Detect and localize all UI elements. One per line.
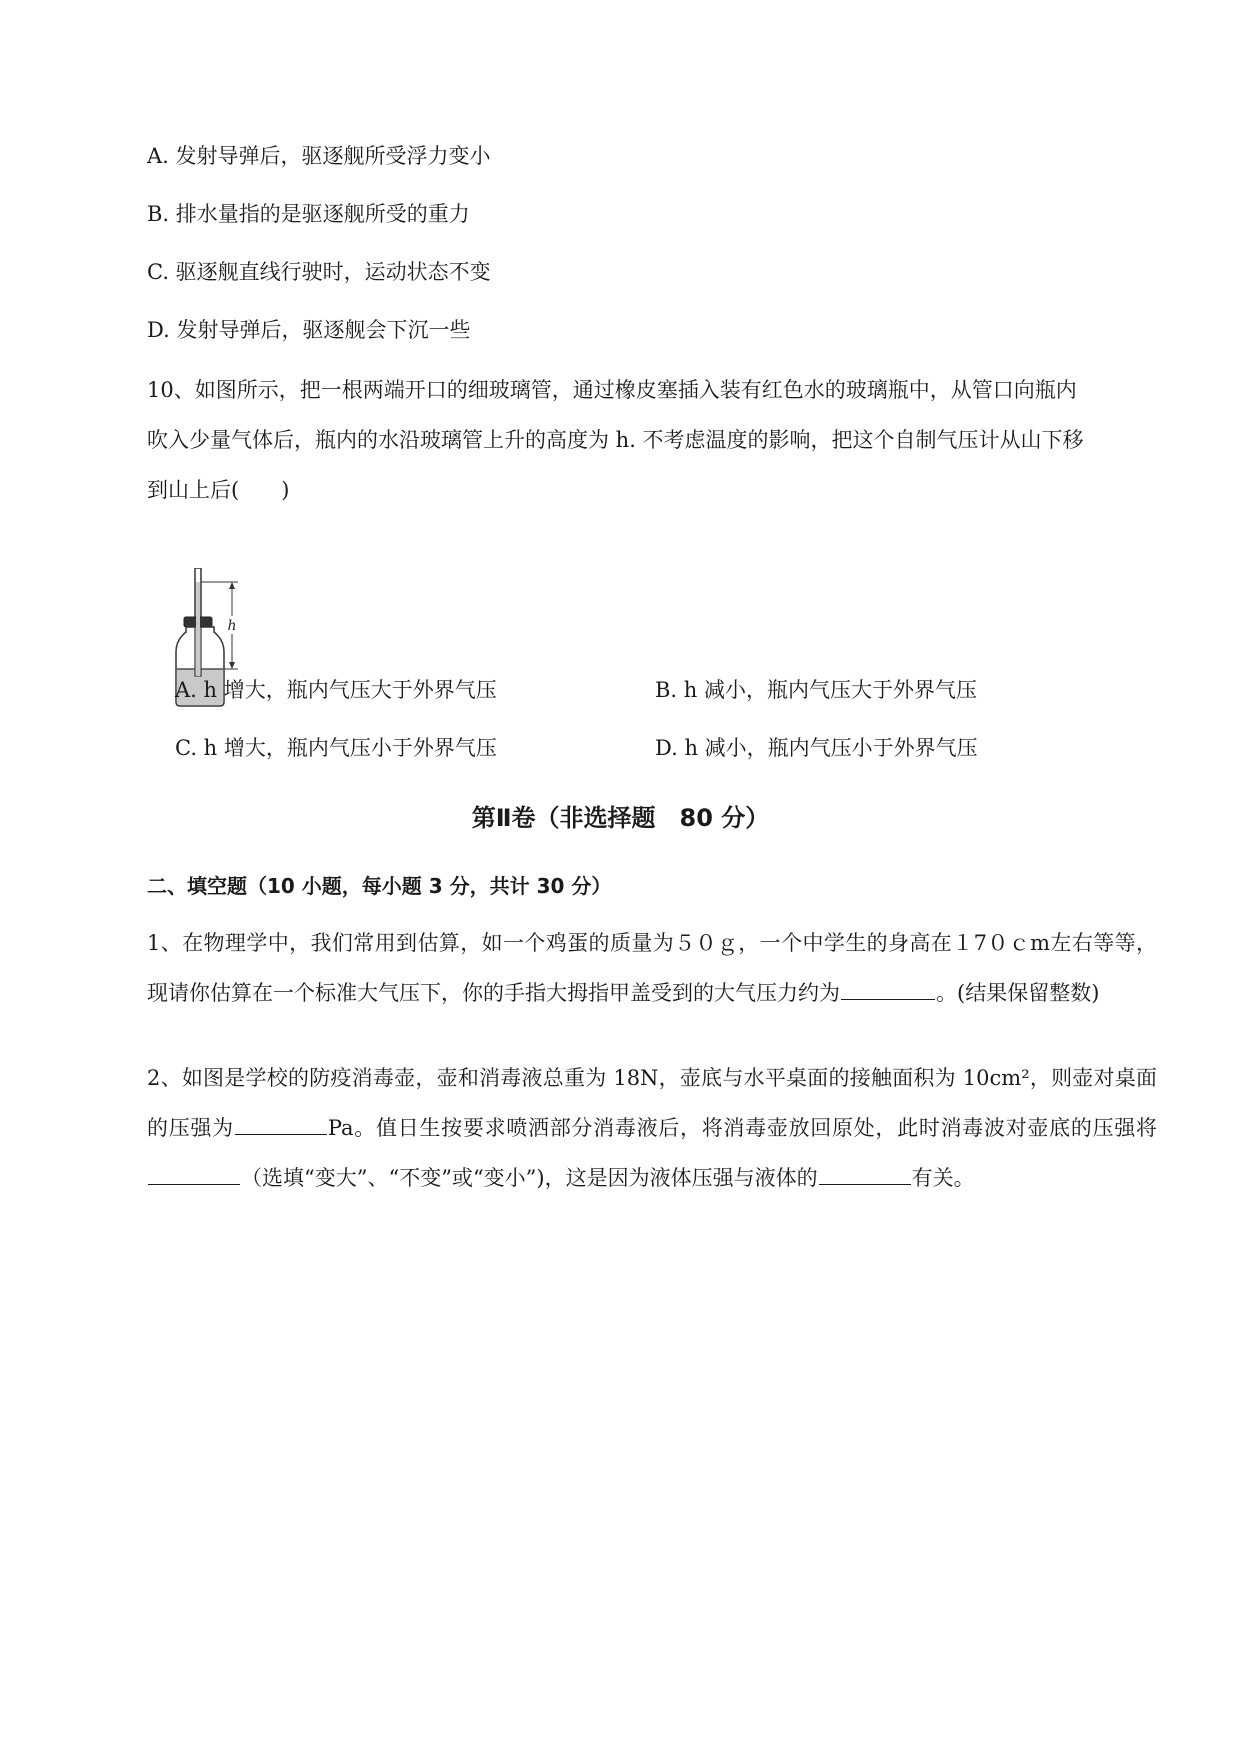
height-arrow-up [229, 582, 235, 589]
answer-blank-pressure[interactable] [235, 1110, 327, 1135]
fill-question-2-text-1: 2、如图是学校的防疫消毒壶，壶和消毒液总重为 18N，壶底与水平桌面的接触面积为 10cm²，则壶对桌面的压强为 [147, 1066, 1157, 1140]
q9-option-a: A. 发射导弹后，驱逐舰所受浮力变小 [147, 144, 491, 168]
q10-option-c: C. h 增大，瓶内气压小于外界气压 [175, 736, 497, 760]
fill-question-2 [147, 1053, 1157, 1203]
q9-option-d: D. 发射导弹后，驱逐舰会下沉一些 [147, 318, 471, 342]
section-subheading: 二、填空题（10 小题，每小题 3 分，共计 30 分） [147, 874, 612, 898]
tube-water-column [196, 582, 200, 676]
q10-option-a: A. h 增大，瓶内气压大于外界气压 [175, 678, 497, 702]
fill-question-2-text-3: （选填“变大”、“不变”或“变小”)，这是因为液体压强与液体的 [241, 1166, 818, 1190]
q10-option-b: B. h 减小，瓶内气压大于外界气压 [655, 678, 977, 702]
fill-question-1-tail: 。(结果保留整数) [936, 981, 1100, 1005]
q10-stem-line-2: 吹入少量气体后，瓶内的水沿玻璃管上升的高度为 h. 不考虑温度的影响，把这个自制气压计从山下移 [147, 428, 1084, 452]
answer-blank-change[interactable] [148, 1160, 240, 1185]
section-title: 第Ⅱ卷（非选择题 80 分） [471, 804, 770, 832]
fill-question-1 [147, 918, 1157, 1018]
q10-stem-line-3: 到山上后( ) [147, 478, 290, 502]
q10-stem-line-1: 10、如图所示，把一根两端开口的细玻璃管，通过橡皮塞插入装有红色水的玻璃瓶中，从管口向瓶内 [147, 378, 1077, 402]
height-arrow-down [229, 662, 235, 669]
fill-question-2-tail: 有关。 [911, 1166, 975, 1190]
answer-blank-1[interactable] [841, 975, 935, 1000]
fill-question-1-text: 1、在物理学中，我们常用到估算，如一个鸡蛋的质量为５０ｇ，一个中学生的身高在１7０ｃm左右等等，现请你估算在一个标准大气压下，你的手指大拇指甲盖受到的大气压力约为 [147, 931, 1157, 1005]
q9-option-b: B. 排水量指的是驱逐舰所受的重力 [147, 202, 470, 226]
height-label: h [227, 618, 237, 634]
fill-question-2-text-2: Pa。值日生按要求喷洒部分消毒液后，将消毒壶放回原处，此时消毒波对壶底的压强将 [327, 1116, 1158, 1140]
q10-option-d: D. h 减小，瓶内气压小于外界气压 [655, 736, 978, 760]
answer-blank-factor[interactable] [819, 1160, 911, 1185]
q9-option-c: C. 驱逐舰直线行驶时，运动状态不变 [147, 260, 491, 284]
